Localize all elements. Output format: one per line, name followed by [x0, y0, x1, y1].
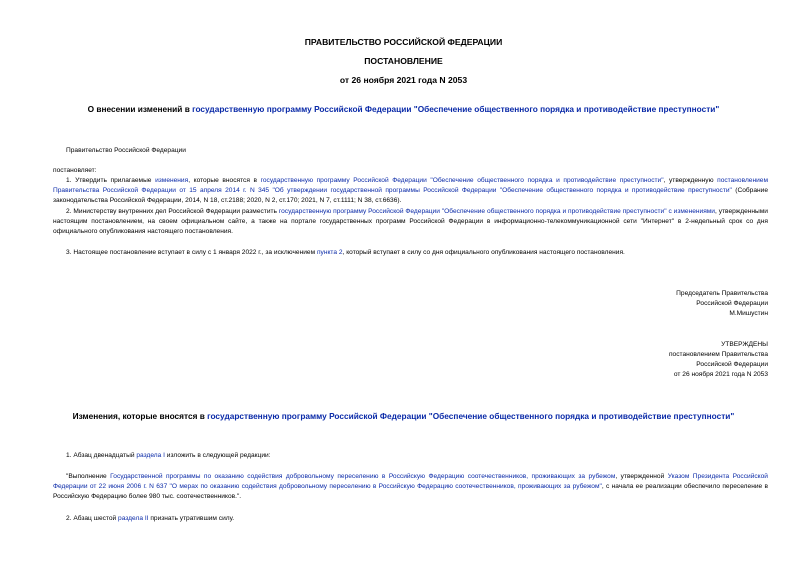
c2-text-a: 2. Абзац шестой	[66, 515, 119, 522]
resettlement-program-link[interactable]: Государственной программы по оказанию содействия добровольному переселению в Российскую Федерацию соотечественников, проживающих за рубежом	[110, 473, 616, 480]
approval-block	[669, 340, 768, 380]
program-link-p1[interactable]: государственную программу Российской Федерации "Обеспечение общественного порядка и противодействие преступности"	[260, 177, 664, 184]
signature-block	[676, 289, 768, 319]
quote-text-b: , утвержденной	[615, 473, 668, 480]
document-title-prefix: О внесении изменений в	[87, 104, 193, 114]
p3-text-a: 3. Настоящее постановление вступает в силу с 1 января 2022 г., за исключением	[66, 249, 317, 256]
section-1-link[interactable]: раздела I	[136, 452, 165, 459]
approved-label: УТВЕРЖДЕНЫ	[721, 341, 768, 348]
signature-country: Российской Федерации	[696, 300, 768, 307]
changes-title-prefix: Изменения, которые вносятся в	[72, 411, 208, 421]
quote-text-c: , с начала ее реализации обеспечило переселение в Российскую Федерацию более 980 тыс. соотечественников.".	[53, 483, 768, 500]
changes-link[interactable]: изменения	[155, 177, 189, 184]
p3-text-b: , который вступает в силу со дня официального опубликования настоящего постановления.	[342, 249, 625, 256]
resolution-345-link[interactable]: постановлением Правительства Российской Федерации от 15 апреля 2014 г. N 345 "Об утверждении государственной программы Российской Федерации "Обеспечение общественного порядка и противодействие преступности"	[53, 177, 768, 194]
program-link[interactable]: государственную программу Российской Федерации "Обеспечение общественного порядка и противодействие преступности"	[192, 104, 720, 114]
with-changes-link[interactable]: с изменениями	[668, 208, 715, 215]
approved-by: постановлением Правительства	[668, 351, 768, 358]
c2-text-b: признать утратившим силу.	[148, 515, 235, 522]
p1-text-c: , утвержденную	[663, 177, 718, 184]
c1-text-b: изложить в следующей редакции:	[164, 452, 271, 459]
section-2-link[interactable]: раздела II	[118, 515, 149, 522]
p1-text-d: (Собрание законодательства Российской Федерации, 2014, N 18, ст.2188; 2020, N 2, ст.170; 2021, N 7, ст.1111; N 38, ст.6636).	[53, 187, 769, 204]
c1-text-a: 1. Абзац двенадцатый	[66, 452, 137, 459]
change-1	[66, 451, 271, 461]
government-label: Правительство Российской Федерации	[66, 147, 186, 154]
document-title	[0, 104, 807, 114]
doc-date-heading: от 26 ноября 2021 года N 2053	[339, 75, 468, 85]
org-heading: ПРАВИТЕЛЬСТВО РОССИЙСКОЙ ФЕДЕРАЦИИ	[304, 37, 503, 47]
p2-text-c: , утвержденными настоящим постановлением, на своем официальном сайте, а также на портале государственных программ Российской Федерации в информационно-телекоммуникационной сети "Интернет" в 2-недельный срок со дня официального опубликования настоящего постановления.	[53, 208, 768, 235]
decides-label: постановляет:	[53, 167, 97, 174]
paragraph-3	[66, 248, 768, 258]
change-2	[66, 514, 234, 524]
program-link-p2[interactable]: государственную программу Российской Федерации "Обеспечение общественного порядка и противодействие преступности"	[278, 208, 667, 215]
approved-date: от 26 ноября 2021 года N 2053	[673, 371, 768, 378]
p1-text-b: , которые вносятся в	[188, 177, 261, 184]
quote-text-a: "Выполнение	[66, 473, 111, 480]
approved-country: Российской Федерации	[696, 361, 768, 368]
paragraph-2	[53, 207, 768, 237]
paragraph-1	[53, 176, 768, 206]
signature-name: М.Мишустин	[729, 310, 768, 317]
program-link-changes[interactable]: государственную программу Российской Федерации "Обеспечение общественного порядка и противодействие преступности"	[207, 411, 735, 421]
signature-title: Председатель Правительства	[676, 290, 768, 297]
changes-title	[0, 411, 807, 421]
change-1-quote	[53, 472, 768, 502]
p2-text-a: 2. Министерству внутренних дел Российской Федерации разместить	[66, 208, 279, 215]
point-2-link[interactable]: пункта 2	[316, 249, 343, 256]
doc-type-heading: ПОСТАНОВЛЕНИЕ	[364, 56, 443, 66]
p1-text-a: 1. Утвердить прилагаемые	[66, 177, 156, 184]
decree-637-link[interactable]: Указом Президента Российской Федерации от 22 июня 2006 г. N 637 "О мерах по оказанию содействия добровольному переселению в Российскую Федерацию соотечественников, проживающих за рубежом"	[53, 473, 768, 490]
